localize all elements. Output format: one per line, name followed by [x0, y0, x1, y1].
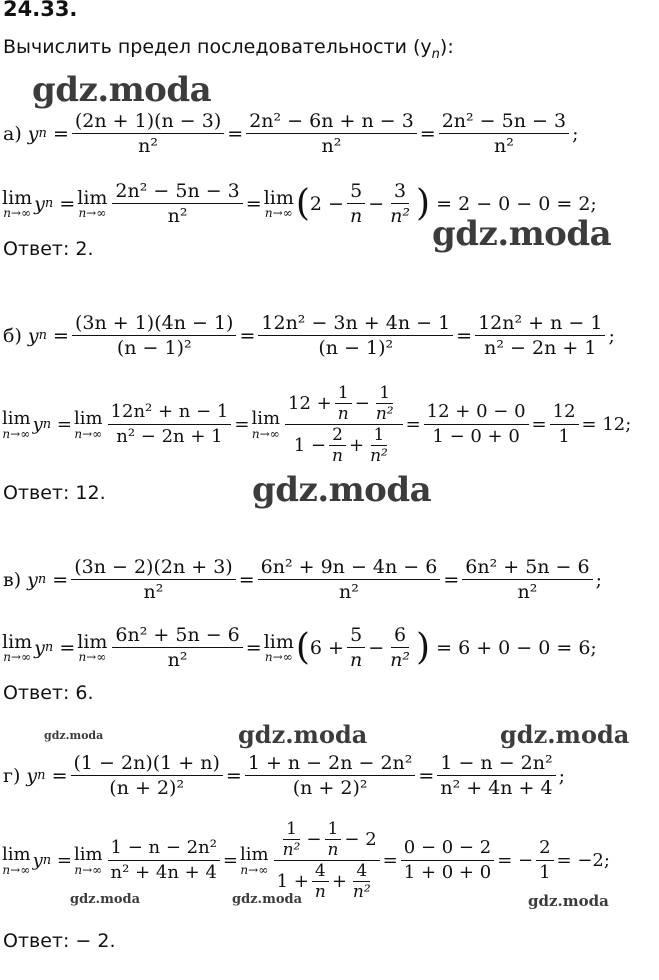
part-g-answer: Ответ: − 2. [3, 930, 116, 952]
part-a-limit: lim n→∞ y n = lim n→∞ $\frac{\text{2n² − 5n − 3}}{\text{n²}}$ = lim n→∞ ( 2 − $\frac{5}{n}$ − $\frac{3}{\text{n²}}$ ) = 2 − 0 − 0 = 2; [2, 180, 597, 227]
watermark: gdz.moda [32, 70, 212, 110]
part-v-answer: Ответ: 6. [3, 682, 94, 704]
watermark: gdz.moda [232, 892, 303, 907]
part-b-limit: lim n→∞ y n = lim n→∞ $\frac{\text{12n² + n − 1}}{\text{n² − 2n + 1}}$ = lim n→∞ 12 + $\frac{1}{n}$ − $\frac{1}{\text{n²}}$ 1 − $\frac{2}{n}$ + $\frac{1}{\text{n²}}$ = $\frac{12 + 0 - 0}{1 - 0 + 0}$ = $\frac{12}{1}$ = 12; [2, 383, 632, 466]
watermark: gdz.moda [252, 470, 432, 510]
problem-number: 24.33. [3, 0, 78, 21]
watermark: gdz.moda [500, 720, 630, 749]
watermark: gdz.moda [238, 720, 368, 749]
task-statement: Вычислить предел последовательности $(y_n)$: [3, 36, 454, 62]
part-a-expression: а) y n = $\frac{(2n + 1)(n - 3)}{\text{n²}}$ = $\frac{\text{2n² − 6n + n − 3}}{\text{n²}}$ = $\frac{\text{2n² − 5n − 3}}{\text{n²}}$ ; [3, 110, 579, 157]
watermark: gdz.moda [528, 892, 609, 910]
part-b-answer: Ответ: 12. [3, 482, 106, 504]
part-a-answer: Ответ: 2. [3, 238, 94, 260]
watermark: gdz.moda [70, 892, 141, 907]
part-g-limit: lim n→∞ y n = lim n→∞ $\frac{\text{1 − n − 2n²}}{\text{n² + 4n + 4}}$ = lim n→∞ $\frac{1}{\text{n²}}$ − $\frac{1}{n}$ − 2 1 + $\frac{4}{n}$ + $\frac{4}{\text{n²}}$ = $\frac{0 - 0 - 2}{1 + 0 + 0}$ = − $\frac{2}{1}$ = −2; [2, 819, 610, 902]
watermark: gdz.moda [432, 214, 612, 254]
part-v-expression: в) y n = $\frac{(3n - 2)(2n + 3)}{\text{n²}}$ = $\frac{\text{6n² + 9n − 4n − 6}}{\text{n²}}$ = $\frac{\text{6n² + 5n − 6}}{\text{n²}}$ ; [3, 556, 603, 603]
part-b-expression: б) y n = $\frac{(3n + 1)(4n - 1)}{\text{(n − 1)²}}$ = $\frac{\text{12n² − 3n + 4n − 1}}{\text{(n − 1)²}}$ = $\frac{\text{12n² + n − 1}}{\text{n² − 2n + 1}}$ ; [3, 312, 615, 359]
part-v-limit: lim n→∞ y n = lim n→∞ $\frac{\text{6n² + 5n − 6}}{\text{n²}}$ = lim n→∞ ( 6 + $\frac{5}{n}$ − $\frac{6}{\text{n²}}$ ) = 6 + 0 − 0 = 6; [2, 624, 597, 671]
part-g-expression: г) y n = $\frac{(1 - 2n)(1 + n)}{\text{(n + 2)²}}$ = $\frac{\text{1 + n − 2n − 2n²}}{\text{(n + 2)²}}$ = $\frac{\text{1 − n − 2n²}}{\text{n² + 4n + 4}}$ ; [3, 752, 565, 799]
watermark: gdz.moda [44, 729, 104, 742]
